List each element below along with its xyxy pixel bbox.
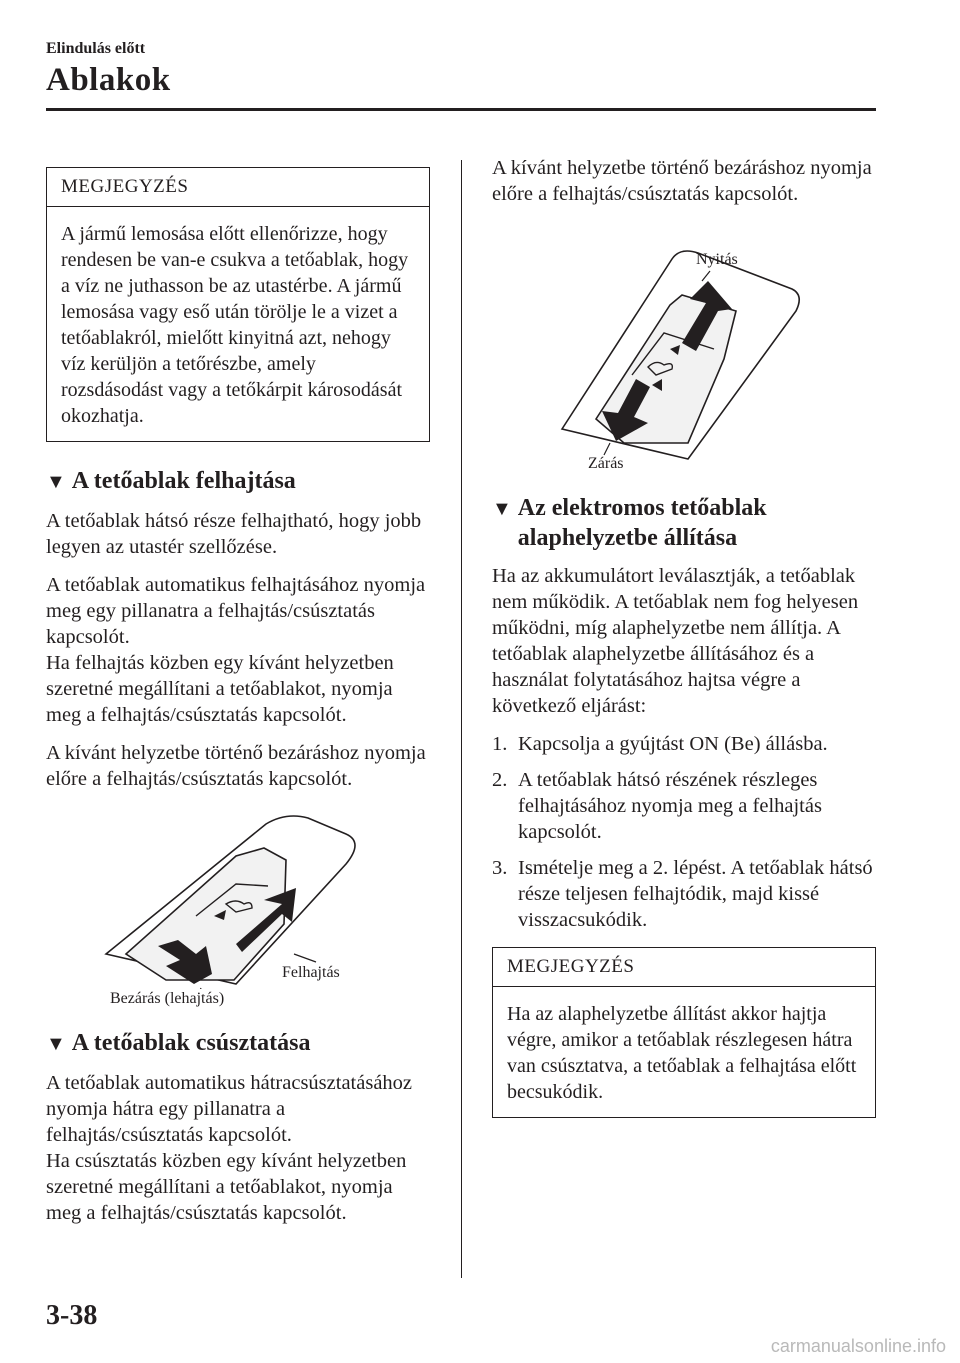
step-item: [492, 855, 876, 933]
tilt-heading-text: A tetőablak felhajtása: [71, 468, 296, 494]
note-box: [46, 167, 430, 442]
label-close-tilt: Bezárás (lehajtás): [110, 990, 225, 1007]
right-column: [492, 155, 876, 1142]
slide-heading: [46, 1028, 430, 1060]
tilt-switch-illustration: [46, 804, 430, 989]
triangle-bullet-icon: ▼: [46, 1033, 66, 1055]
watermark: carmanualsonline.info: [770, 1336, 946, 1356]
note-text: A jármű lemosása előtt ellenőrizze, hogy rendesen be van-e csukva a tetőablak, hogy a víz ne juthasson be az utastérbe. A jármű lemosása vagy eső után törölje le a vizet a tetőablakról, mielőtt kinyitná azt, nehogy víz kerüljön a tetőrészbe, amely rozsdásodást vagy a tetőkárpit károsodását okozhatja.: [61, 223, 409, 427]
triangle-bullet-icon: ▼: [46, 471, 66, 493]
step-text: A tetőablak hátsó részének részleges felhajtásához nyomja meg a felhajtás kapcsolót.: [518, 769, 822, 843]
step-item: [492, 767, 876, 845]
tilt-heading: [46, 466, 430, 498]
slide-paragraph: A tetőablak automatikus hátracsúsztatásához nyomja hátra egy pillanatra a felhajtás/csúsztatás kapcsolót.: [46, 1072, 413, 1146]
step-number: 2.: [492, 769, 508, 791]
triangle-bullet-icon: ▼: [492, 498, 512, 520]
title-rule: [46, 108, 876, 111]
page-number: 3-38: [46, 1300, 98, 1331]
step-number: 3.: [492, 857, 508, 879]
label-tilt: Felhajtás: [282, 964, 340, 981]
reset-steps: [492, 731, 876, 933]
reset-paragraph: Ha az akkumulátort leválasztják, a tetőablak nem működik. A tetőablak nem fog helyesen működni, míg alaphelyzetbe nem állítja. A tetőablak alaphelyzetbe állításához és a használat folytatásához hajtsa végre a következő eljárást:: [492, 565, 859, 717]
step-text: Kapcsolja a gyújtást ON (Be) állásba.: [518, 733, 828, 755]
note-box: [492, 947, 876, 1118]
page-title: Ablakok: [46, 62, 171, 98]
step-item: [492, 731, 876, 757]
slide-switch-figure: [492, 219, 876, 477]
close-paragraph: A kívánt helyzetbe történő bezáráshoz nyomja előre a felhajtás/csúsztatás kapcsolót.: [492, 157, 872, 205]
label-close: Zárás: [588, 455, 624, 472]
tilt-paragraph: A tetőablak hátsó része felhajtható, hogy jobb legyen az utastér szellőzése.: [46, 510, 422, 558]
tilt-paragraph: A kívánt helyzetbe történő bezáráshoz nyomja előre a felhajtás/csúsztatás kapcsolót.: [46, 742, 426, 790]
label-open: Nyitás: [696, 251, 738, 268]
section-kicker: Elindulás előtt: [46, 40, 146, 57]
note-heading: MEGJEGYZÉS: [493, 948, 875, 987]
note-heading: MEGJEGYZÉS: [47, 168, 429, 207]
tilt-paragraph: Ha felhajtás közben egy kívánt helyzetben szeretné megállítani a tetőablakot, nyomja meg a felhajtás/csúsztatás kapcsolót.: [46, 652, 394, 726]
slide-paragraph: Ha csúsztatás közben egy kívánt helyzetben szeretné megállítani a tetőablakot, nyomja meg a felhajtás/csúsztatás kapcsolót.: [46, 1150, 407, 1224]
slide-switch-illustration: [492, 219, 876, 469]
step-number: 1.: [492, 733, 508, 755]
slide-heading-text: A tetőablak csúsztatása: [71, 1030, 311, 1056]
tilt-switch-figure: [46, 804, 430, 1012]
left-column: [46, 155, 430, 1238]
reset-heading: [492, 493, 876, 553]
column-divider: [461, 160, 462, 1278]
note-text: Ha az alaphelyzetbe állítást akkor hajtja végre, amikor a tetőablak részlegesen hátra van csúsztatva, a tetőablak a felhajtása előtt becsukódik.: [507, 1003, 857, 1103]
reset-heading-text: Az elektromos tetőablak alaphelyzetbe állítása: [517, 495, 767, 551]
step-text: Ismételje meg a 2. lépést. A tetőablak hátsó része teljesen felhajtódik, majd kissé visszacsukódik.: [518, 857, 873, 931]
tilt-paragraph: A tetőablak automatikus felhajtásához nyomja meg egy pillanatra a felhajtás/csúsztatás kapcsolót.: [46, 574, 426, 648]
